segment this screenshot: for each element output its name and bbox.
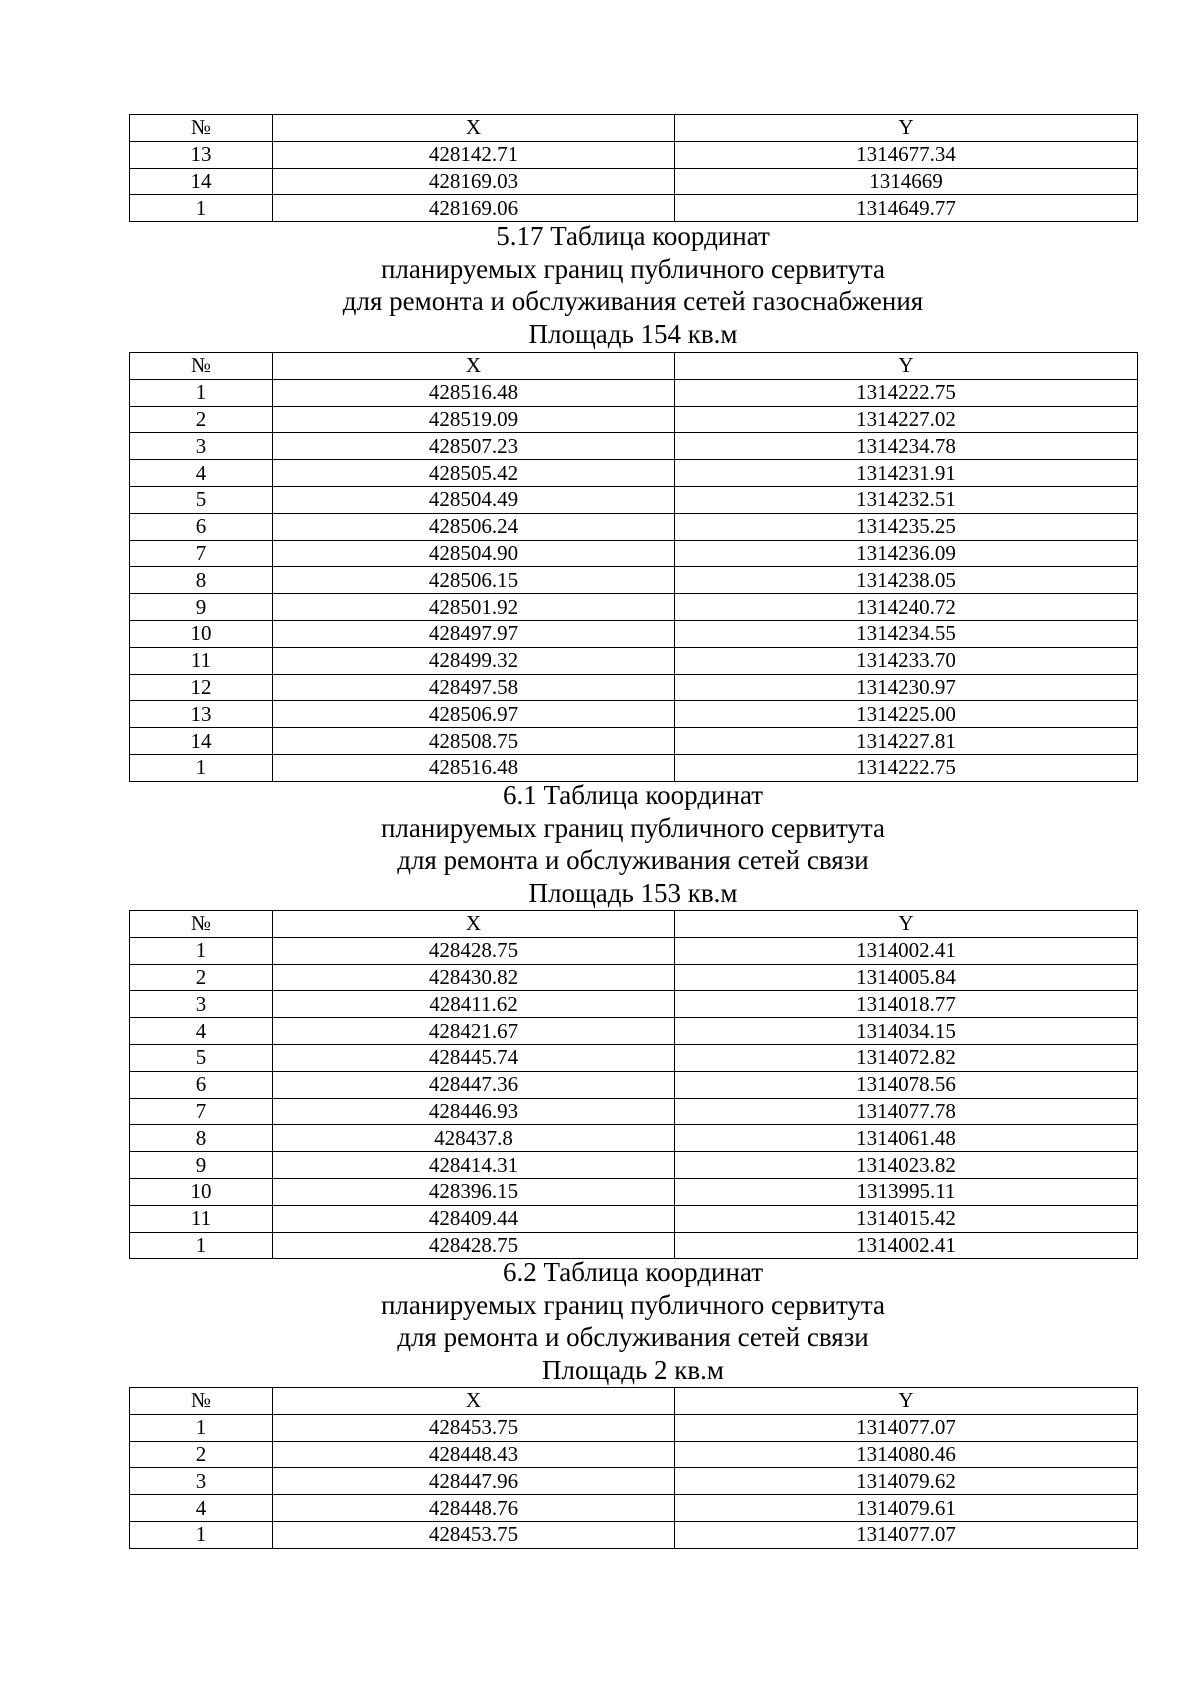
x-coordinate-cell: 428504.49 xyxy=(273,486,675,513)
table-header-row xyxy=(130,911,1138,938)
y-coordinate-cell: 1314227.02 xyxy=(675,406,1138,433)
point-number-cell: 1 xyxy=(130,379,273,406)
table-row xyxy=(130,168,1138,195)
point-number-cell: 7 xyxy=(130,1098,273,1125)
x-coordinate-cell: 428437.8 xyxy=(273,1125,675,1152)
x-coordinate-cell: 428453.75 xyxy=(273,1521,675,1548)
y-coordinate-cell: 1313995.11 xyxy=(675,1178,1138,1205)
x-coordinate-cell: 428396.15 xyxy=(273,1178,675,1205)
col-number-header: № xyxy=(130,1388,273,1415)
section-heading-5-17 xyxy=(129,220,1137,350)
table-row xyxy=(130,1414,1138,1441)
point-number-cell: 12 xyxy=(130,674,273,701)
section-purpose: для ремонта и обслуживания сетей связи xyxy=(397,845,869,875)
x-coordinate-cell: 428453.75 xyxy=(273,1414,675,1441)
point-number-cell: 11 xyxy=(130,1205,273,1232)
point-number-cell: 4 xyxy=(130,460,273,487)
table-row xyxy=(130,433,1138,460)
section-title: 6.1 Таблица координат xyxy=(502,780,764,810)
point-number-cell: 3 xyxy=(130,433,273,460)
point-number-cell: 13 xyxy=(130,141,273,168)
x-coordinate-cell: 428421.67 xyxy=(273,1018,675,1045)
y-coordinate-cell: 1314233.70 xyxy=(675,647,1138,674)
table-row xyxy=(130,460,1138,487)
col-y-header: Y xyxy=(675,353,1138,380)
y-coordinate-cell: 1314018.77 xyxy=(675,991,1138,1018)
point-number-cell: 1 xyxy=(130,937,273,964)
point-number-cell: 3 xyxy=(130,991,273,1018)
y-coordinate-cell: 1314078.56 xyxy=(675,1071,1138,1098)
table-row xyxy=(130,728,1138,755)
x-coordinate-cell: 428506.24 xyxy=(273,513,675,540)
x-coordinate-cell: 428428.75 xyxy=(273,1232,675,1259)
col-x-header: X xyxy=(273,115,675,142)
x-coordinate-cell: 428447.36 xyxy=(273,1071,675,1098)
col-y-header: Y xyxy=(675,115,1138,142)
y-coordinate-cell: 1314222.75 xyxy=(675,379,1138,406)
y-coordinate-cell: 1314034.15 xyxy=(675,1018,1138,1045)
table-row xyxy=(130,1018,1138,1045)
y-coordinate-cell: 1314072.82 xyxy=(675,1044,1138,1071)
point-number-cell: 14 xyxy=(130,728,273,755)
table-row xyxy=(130,1521,1138,1548)
x-coordinate-cell: 428504.90 xyxy=(273,540,675,567)
point-number-cell: 7 xyxy=(130,540,273,567)
y-coordinate-cell: 1314077.78 xyxy=(675,1098,1138,1125)
x-coordinate-cell: 428414.31 xyxy=(273,1152,675,1179)
point-number-cell: 10 xyxy=(130,620,273,647)
y-coordinate-cell: 1314222.75 xyxy=(675,754,1138,781)
y-coordinate-cell: 1314015.42 xyxy=(675,1205,1138,1232)
table-row xyxy=(130,937,1138,964)
point-number-cell: 14 xyxy=(130,168,273,195)
x-coordinate-cell: 428505.42 xyxy=(273,460,675,487)
point-number-cell: 8 xyxy=(130,1125,273,1152)
point-number-cell: 6 xyxy=(130,1071,273,1098)
x-coordinate-cell: 428447.96 xyxy=(273,1468,675,1495)
x-coordinate-cell: 428507.23 xyxy=(273,433,675,460)
section-title: 5.17 Таблица координат xyxy=(496,221,770,251)
section-area: Площадь 153 кв.м xyxy=(528,877,738,908)
y-coordinate-cell: 1314061.48 xyxy=(675,1125,1138,1152)
point-number-cell: 13 xyxy=(130,701,273,728)
section-area: Площадь 154 кв.м xyxy=(528,318,738,349)
x-coordinate-cell: 428446.93 xyxy=(273,1098,675,1125)
table-row xyxy=(130,379,1138,406)
coords-table-6-1 xyxy=(129,910,1137,1259)
table-row xyxy=(130,674,1138,701)
x-coordinate-cell: 428430.82 xyxy=(273,964,675,991)
table-row xyxy=(130,701,1138,728)
point-number-cell: 6 xyxy=(130,513,273,540)
table-row xyxy=(130,1468,1138,1495)
x-coordinate-cell: 428506.15 xyxy=(273,567,675,594)
table-row xyxy=(130,567,1138,594)
point-number-cell: 10 xyxy=(130,1178,273,1205)
y-coordinate-cell: 1314079.61 xyxy=(675,1495,1138,1522)
table-row xyxy=(130,486,1138,513)
y-coordinate-cell: 1314230.97 xyxy=(675,674,1138,701)
x-coordinate-cell: 428501.92 xyxy=(273,594,675,621)
point-number-cell: 5 xyxy=(130,1044,273,1071)
y-coordinate-cell: 1314669 xyxy=(675,168,1138,195)
y-coordinate-cell: 1314234.55 xyxy=(675,620,1138,647)
section-heading-6-2 xyxy=(129,1256,1137,1386)
point-number-cell: 4 xyxy=(130,1495,273,1522)
point-number-cell: 8 xyxy=(130,567,273,594)
section-subtitle: планируемых границ публичного сервитута xyxy=(380,1289,886,1320)
col-y-header: Y xyxy=(675,911,1138,938)
point-number-cell: 4 xyxy=(130,1018,273,1045)
y-coordinate-cell: 1314235.25 xyxy=(675,513,1138,540)
table-row xyxy=(130,1178,1138,1205)
table-row xyxy=(130,1098,1138,1125)
y-coordinate-cell: 1314079.62 xyxy=(675,1468,1138,1495)
x-coordinate-cell: 428516.48 xyxy=(273,754,675,781)
y-coordinate-cell: 1314002.41 xyxy=(675,937,1138,964)
x-coordinate-cell: 428169.06 xyxy=(273,195,675,222)
point-number-cell: 1 xyxy=(130,754,273,781)
y-coordinate-cell: 1314234.78 xyxy=(675,433,1138,460)
point-number-cell: 1 xyxy=(130,195,273,222)
col-x-header: X xyxy=(273,353,675,380)
point-number-cell: 2 xyxy=(130,406,273,433)
table-row xyxy=(130,1495,1138,1522)
x-coordinate-cell: 428169.03 xyxy=(273,168,675,195)
point-number-cell: 1 xyxy=(130,1414,273,1441)
x-coordinate-cell: 428506.97 xyxy=(273,701,675,728)
table-row xyxy=(130,991,1138,1018)
section-purpose: для ремонта и обслуживания сетей газоснабжения xyxy=(342,286,924,316)
table-header-row xyxy=(130,1388,1138,1415)
table-row xyxy=(130,754,1138,781)
x-coordinate-cell: 428142.71 xyxy=(273,141,675,168)
table-row xyxy=(130,964,1138,991)
x-coordinate-cell: 428508.75 xyxy=(273,728,675,755)
table-row xyxy=(130,1044,1138,1071)
y-coordinate-cell: 1314238.05 xyxy=(675,567,1138,594)
section-heading-6-1 xyxy=(129,779,1137,909)
col-number-header: № xyxy=(130,353,273,380)
y-coordinate-cell: 1314080.46 xyxy=(675,1441,1138,1468)
table-header-row xyxy=(130,115,1138,142)
point-number-cell: 9 xyxy=(130,1152,273,1179)
point-number-cell: 2 xyxy=(130,1441,273,1468)
table-row xyxy=(130,620,1138,647)
table-row xyxy=(130,513,1138,540)
coordinates-table xyxy=(129,114,1138,222)
table-row xyxy=(130,1441,1138,1468)
section-subtitle: планируемых границ публичного сервитута xyxy=(380,253,886,284)
y-coordinate-cell: 1314677.34 xyxy=(675,141,1138,168)
x-coordinate-cell: 428499.32 xyxy=(273,647,675,674)
section-title: 6.2 Таблица координат xyxy=(502,1257,764,1287)
point-number-cell: 5 xyxy=(130,486,273,513)
table-row xyxy=(130,1125,1138,1152)
x-coordinate-cell: 428497.97 xyxy=(273,620,675,647)
y-coordinate-cell: 1314225.00 xyxy=(675,701,1138,728)
y-coordinate-cell: 1314649.77 xyxy=(675,195,1138,222)
x-coordinate-cell: 428411.62 xyxy=(273,991,675,1018)
x-coordinate-cell: 428448.76 xyxy=(273,1495,675,1522)
point-number-cell: 3 xyxy=(130,1468,273,1495)
table-row xyxy=(130,1152,1138,1179)
section-purpose: для ремонта и обслуживания сетей связи xyxy=(397,1322,869,1352)
section-subtitle: планируемых границ публичного сервитута xyxy=(380,812,886,843)
col-x-header: X xyxy=(273,1388,675,1415)
table-row xyxy=(130,141,1138,168)
table-row xyxy=(130,594,1138,621)
y-coordinate-cell: 1314227.81 xyxy=(675,728,1138,755)
y-coordinate-cell: 1314002.41 xyxy=(675,1232,1138,1259)
point-number-cell: 11 xyxy=(130,647,273,674)
x-coordinate-cell: 428497.58 xyxy=(273,674,675,701)
coordinates-table xyxy=(129,910,1138,1259)
section-area: Площадь 2 кв.м xyxy=(542,1354,724,1385)
x-coordinate-cell: 428428.75 xyxy=(273,937,675,964)
x-coordinate-cell: 428448.43 xyxy=(273,1441,675,1468)
col-number-header: № xyxy=(130,115,273,142)
x-coordinate-cell: 428516.48 xyxy=(273,379,675,406)
coords-table-6-2 xyxy=(129,1387,1137,1549)
coords-table-5-17 xyxy=(129,352,1137,782)
table-row xyxy=(130,1071,1138,1098)
table-header-row xyxy=(130,353,1138,380)
y-coordinate-cell: 1314236.09 xyxy=(675,540,1138,567)
x-coordinate-cell: 428519.09 xyxy=(273,406,675,433)
y-coordinate-cell: 1314231.91 xyxy=(675,460,1138,487)
point-number-cell: 1 xyxy=(130,1521,273,1548)
table-row xyxy=(130,1205,1138,1232)
coords-table-continued xyxy=(129,114,1137,222)
point-number-cell: 2 xyxy=(130,964,273,991)
coordinates-table xyxy=(129,1387,1138,1549)
coordinates-table xyxy=(129,352,1138,782)
y-coordinate-cell: 1314005.84 xyxy=(675,964,1138,991)
y-coordinate-cell: 1314232.51 xyxy=(675,486,1138,513)
y-coordinate-cell: 1314240.72 xyxy=(675,594,1138,621)
point-number-cell: 1 xyxy=(130,1232,273,1259)
x-coordinate-cell: 428445.74 xyxy=(273,1044,675,1071)
y-coordinate-cell: 1314077.07 xyxy=(675,1521,1138,1548)
col-y-header: Y xyxy=(675,1388,1138,1415)
x-coordinate-cell: 428409.44 xyxy=(273,1205,675,1232)
col-x-header: X xyxy=(273,911,675,938)
y-coordinate-cell: 1314077.07 xyxy=(675,1414,1138,1441)
y-coordinate-cell: 1314023.82 xyxy=(675,1152,1138,1179)
table-row xyxy=(130,647,1138,674)
point-number-cell: 9 xyxy=(130,594,273,621)
table-row xyxy=(130,195,1138,222)
table-row xyxy=(130,1232,1138,1259)
col-number-header: № xyxy=(130,911,273,938)
table-row xyxy=(130,540,1138,567)
table-row xyxy=(130,406,1138,433)
